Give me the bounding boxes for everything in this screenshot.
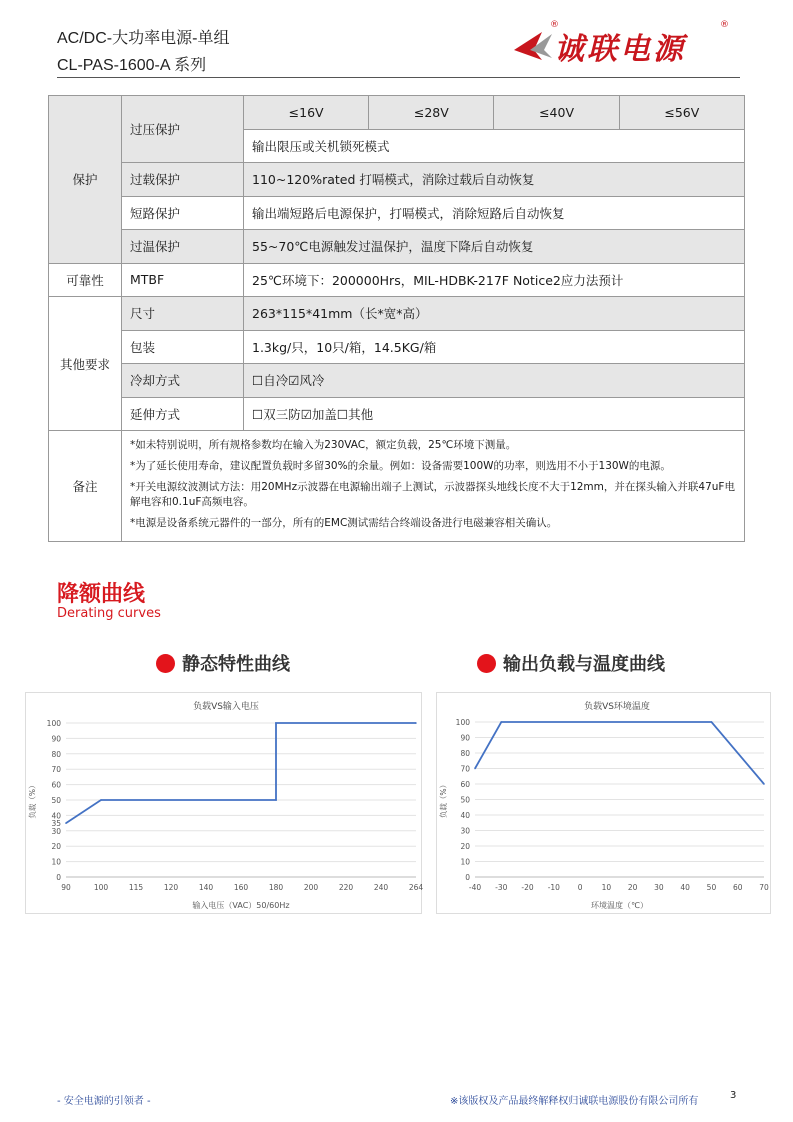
right-heading-text: 输出负载与温度曲线 bbox=[503, 654, 665, 675]
y-tick-label: 70 bbox=[460, 764, 470, 774]
y-axis-label: 负载（%） bbox=[439, 780, 448, 819]
logo-arrow-icon bbox=[512, 30, 556, 64]
note-item: *为了延长使用寿命，建议配置负载时多留30%的余量。例如：设备需要100W的功率，则选用不小于130W的电源。 bbox=[130, 460, 671, 472]
category-reliability: 可靠性 bbox=[49, 263, 122, 297]
left-heading-text: 静态特性曲线 bbox=[182, 654, 290, 675]
category-notes: 备注 bbox=[49, 431, 122, 542]
data-point bbox=[711, 721, 713, 723]
section-title: 降额曲线 bbox=[57, 582, 146, 607]
x-tick-label: -20 bbox=[521, 883, 534, 892]
y-tick-label: 35 bbox=[51, 819, 61, 829]
size-value: 263*115*41mm（长*宽*高） bbox=[244, 297, 745, 331]
category-other: 其他要求 bbox=[49, 297, 122, 431]
y-tick-label: 60 bbox=[51, 780, 61, 790]
x-tick-label: 90 bbox=[61, 883, 71, 892]
x-tick-label: 0 bbox=[577, 883, 583, 892]
y-tick-label: 40 bbox=[51, 811, 61, 821]
note-item: *如未特别说明，所有规格参数均在输入为230VAC，额定负载，25℃环境下测量。 bbox=[130, 439, 517, 451]
x-tick-label: 220 bbox=[338, 883, 354, 892]
right-chart-heading bbox=[477, 650, 665, 676]
x-tick-label: 100 bbox=[93, 883, 109, 892]
registered-mark: ® bbox=[720, 20, 729, 30]
x-tick-label: 60 bbox=[732, 883, 743, 892]
x-axis-label: 输入电压（VAC）50/60Hz bbox=[192, 901, 290, 910]
y-tick-label: 30 bbox=[460, 826, 470, 836]
data-point bbox=[415, 722, 417, 724]
x-tick-label: 30 bbox=[654, 883, 664, 892]
data-point bbox=[65, 822, 67, 824]
x-tick-label: 240 bbox=[373, 883, 389, 892]
data-point bbox=[275, 722, 277, 724]
x-tick-label: 200 bbox=[303, 883, 319, 892]
cooling-label: 冷却方式 bbox=[122, 364, 244, 398]
data-point bbox=[474, 768, 476, 770]
x-tick-label: 180 bbox=[268, 883, 284, 892]
y-tick-label: 50 bbox=[51, 796, 61, 805]
data-point bbox=[275, 799, 277, 801]
ovp-label: 过压保护 bbox=[122, 96, 244, 163]
y-tick-label: 20 bbox=[51, 842, 61, 852]
ovp-value: ≤40V bbox=[494, 96, 619, 130]
note-item: *开关电源纹波测试方法：用20MHz示波器在电源输出端子上测试，示波器探头地线长度不大于12mm，并在探头输入并联47uF电解电容和0.1uF高频电容。 bbox=[130, 481, 735, 508]
registered-mark: ® bbox=[550, 20, 559, 30]
notes-cell bbox=[122, 431, 745, 542]
otp-value: 55~70℃电源触发过温保护，温度下降后自动恢复 bbox=[244, 230, 745, 264]
x-tick-label: 10 bbox=[601, 883, 612, 892]
scp-label: 短路保护 bbox=[122, 196, 244, 230]
y-tick-label: 10 bbox=[460, 857, 470, 867]
y-tick-label: 70 bbox=[51, 765, 61, 775]
y-tick-label: 100 bbox=[455, 718, 470, 727]
chart-voltage-svg bbox=[26, 693, 423, 915]
y-tick-label: 40 bbox=[460, 811, 470, 820]
doc-series: CL-PAS-1600-A 系列 bbox=[57, 57, 207, 74]
x-tick-label: 160 bbox=[233, 883, 249, 892]
data-point bbox=[100, 799, 102, 801]
x-tick-label: 70 bbox=[759, 883, 769, 892]
category-protection: 保护 bbox=[49, 96, 122, 264]
ovp-value: ≤16V bbox=[244, 96, 369, 130]
y-tick-label: 10 bbox=[51, 857, 61, 867]
olp-value: 110~120%rated 打嗝模式，消除过载后自动恢复 bbox=[244, 163, 745, 197]
y-tick-label: 100 bbox=[46, 719, 61, 728]
chart-temperature bbox=[436, 692, 771, 914]
x-tick-label: 120 bbox=[163, 883, 179, 892]
y-tick-label: 80 bbox=[460, 749, 470, 758]
data-point bbox=[763, 783, 765, 785]
y-tick-label: 90 bbox=[51, 734, 61, 744]
extension-value: ☐双三防☑加盖☐其他 bbox=[244, 397, 745, 431]
bullet-icon bbox=[477, 654, 496, 673]
ovp-value: ≤28V bbox=[369, 96, 494, 130]
y-axis-label: 负载（%） bbox=[28, 781, 37, 819]
x-tick-label: 40 bbox=[680, 883, 690, 892]
x-tick-label: 264 bbox=[408, 883, 423, 892]
x-tick-label: -10 bbox=[547, 883, 560, 892]
left-chart-heading bbox=[156, 650, 290, 676]
section-subtitle: Derating curves bbox=[57, 606, 161, 621]
extension-label: 延伸方式 bbox=[122, 397, 244, 431]
spec-table bbox=[48, 95, 745, 542]
x-tick-label: 140 bbox=[198, 883, 214, 892]
company-logo bbox=[512, 20, 742, 70]
size-label: 尺寸 bbox=[122, 297, 244, 331]
x-tick-label: 20 bbox=[627, 883, 638, 892]
y-tick-label: 0 bbox=[56, 873, 61, 882]
note-item: *电源是设备系统元器件的一部分，所有的EMC测试需结合终端设备进行电磁兼容相关确认。 bbox=[130, 517, 558, 529]
y-tick-label: 20 bbox=[460, 842, 470, 851]
scp-value: 输出端短路后电源保护，打嗝模式，消除短路后自动恢复 bbox=[244, 196, 745, 230]
ovp-mode: 输出限压或关机锁死模式 bbox=[244, 129, 745, 163]
y-tick-label: 60 bbox=[460, 780, 470, 789]
chart-temperature-svg bbox=[437, 693, 772, 915]
x-tick-label: -40 bbox=[468, 883, 482, 892]
x-tick-label: 115 bbox=[128, 883, 144, 892]
x-axis-label: 环境温度（℃） bbox=[591, 901, 648, 910]
page-number: 3 bbox=[730, 1090, 737, 1101]
footer-copyright: ※该版权及产品最终解释权归诚联电源股份有限公司所有 bbox=[450, 1096, 699, 1107]
logo-text: 诚联电源 bbox=[554, 32, 686, 67]
footer-slogan: - 安全电源的引领者 - bbox=[57, 1096, 151, 1107]
x-tick-label: -30 bbox=[495, 883, 508, 892]
x-tick-label: 50 bbox=[706, 883, 717, 892]
ovp-value: ≤56V bbox=[619, 96, 744, 130]
pack-label: 包装 bbox=[122, 330, 244, 364]
olp-label: 过载保护 bbox=[122, 163, 244, 197]
chart-voltage bbox=[25, 692, 422, 914]
y-tick-label: 90 bbox=[460, 733, 470, 743]
y-tick-label: 50 bbox=[460, 795, 470, 805]
data-point bbox=[500, 721, 502, 723]
mtbf-value: 25℃环境下：200000Hrs，MIL-HDBK-217F Notice2应力法预计 bbox=[244, 263, 745, 297]
y-tick-label: 0 bbox=[465, 873, 470, 882]
y-tick-label: 80 bbox=[51, 749, 61, 759]
pack-value: 1.3kg/只，10只/箱，14.5KG/箱 bbox=[244, 330, 745, 364]
y-tick-label: 30 bbox=[51, 826, 61, 836]
mtbf-label: MTBF bbox=[122, 263, 244, 297]
header-divider bbox=[57, 77, 740, 78]
otp-label: 过温保护 bbox=[122, 230, 244, 264]
doc-title: AC/DC-大功率电源-单组 bbox=[57, 30, 230, 47]
bullet-icon bbox=[156, 654, 175, 673]
chart-title: 负载VS环境温度 bbox=[584, 702, 650, 712]
cooling-value: ☐自冷☑风冷 bbox=[244, 364, 745, 398]
chart-title: 负载VS输入电压 bbox=[193, 702, 259, 712]
